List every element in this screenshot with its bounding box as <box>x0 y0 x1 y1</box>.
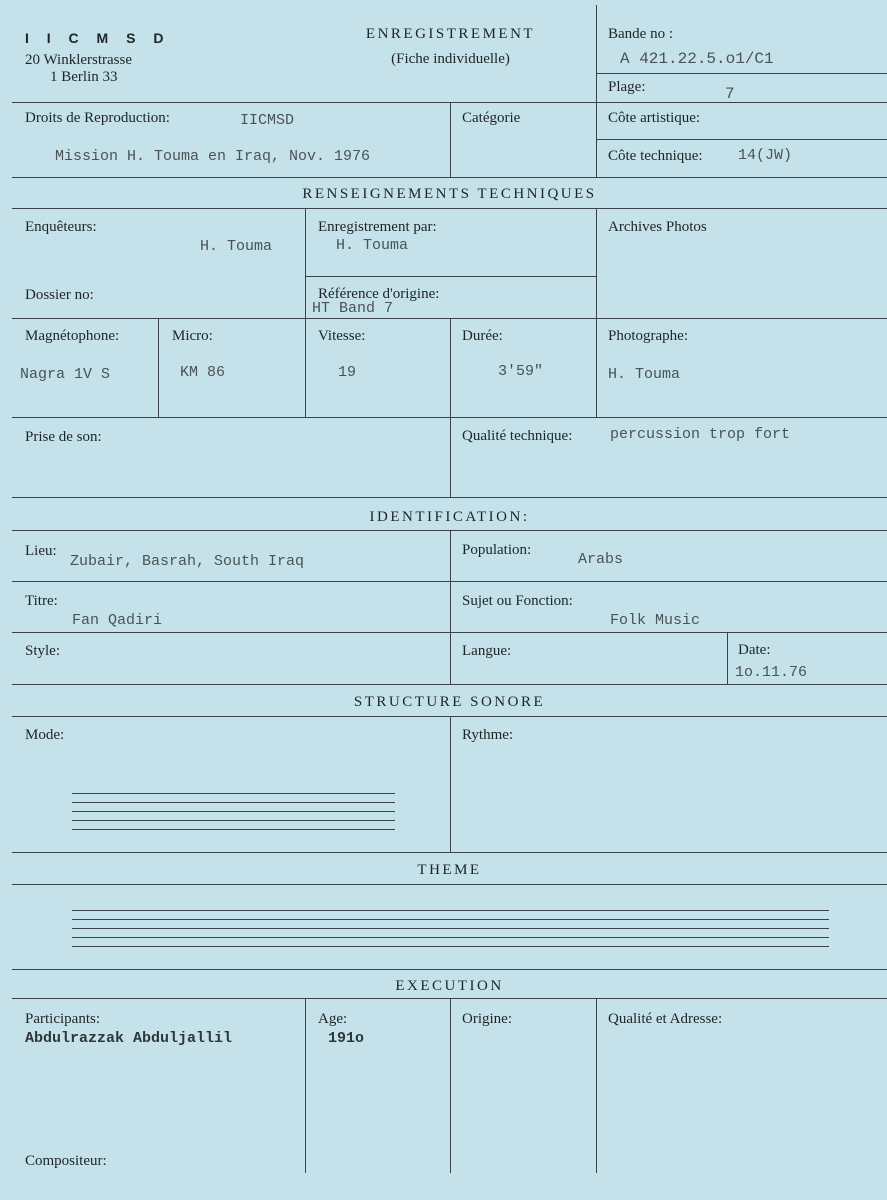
participants-value: Abdulrazzak Abduljallil <box>25 1030 233 1047</box>
langue-label: Langue: <box>462 643 512 659</box>
enqueteurs-value: H. Touma <box>200 238 273 255</box>
qualite-adresse-label: Qualité et Adresse: <box>608 1011 723 1027</box>
staff-line <box>72 811 395 812</box>
rule-v-date <box>727 632 728 684</box>
droits-value: IICMSD <box>240 112 295 129</box>
rule-v-enq <box>305 208 306 417</box>
rule-theme-bottom <box>12 969 887 970</box>
mission-value: Mission H. Touma en Iraq, Nov. 1976 <box>55 148 371 165</box>
section-heading-tech: RENSEIGNEMENTS TECHNIQUES <box>302 186 597 202</box>
staff-line <box>72 928 829 929</box>
date-value: 1o.11.76 <box>735 664 808 681</box>
rule-bande-plage <box>596 73 887 74</box>
staff-line <box>72 829 395 830</box>
form-title: ENREGISTREMENT <box>365 26 536 42</box>
staff-line <box>72 937 829 938</box>
cote-artistique-label: Côte artistique: <box>608 110 701 126</box>
rule-rights-bottom <box>12 177 887 178</box>
address-line-2: 1 Berlin 33 <box>50 69 118 85</box>
staff-line <box>72 946 829 947</box>
plage-label: Plage: <box>608 79 646 95</box>
form-subtitle: (Fiche individuelle) <box>391 51 510 67</box>
rythme-label: Rythme: <box>462 727 514 743</box>
rule-cote <box>596 139 887 140</box>
section-heading-identification: IDENTIFICATION: <box>369 509 530 525</box>
rule-style-bottom <box>12 684 887 685</box>
staff-line <box>72 802 395 803</box>
rule-v-categorie <box>450 102 451 177</box>
rule-v-header <box>596 5 597 177</box>
categorie-label: Catégorie <box>462 110 521 126</box>
staff-line <box>72 910 829 911</box>
rule-v-duree <box>450 318 451 417</box>
compositeur-label: Compositeur: <box>25 1153 107 1169</box>
rule-structure-bottom <box>12 852 887 853</box>
plage-value: 7 <box>725 85 735 103</box>
staff-line <box>72 820 395 821</box>
cote-technique-label: Côte technique: <box>608 148 703 164</box>
rule-enreg-ref <box>305 276 596 277</box>
population-value: Arabs <box>578 551 624 568</box>
rule-v-age <box>305 998 306 1173</box>
rule-v-qualite <box>450 417 451 497</box>
magnetophone-value: Nagra 1V S <box>20 366 111 383</box>
cote-technique-value: 14(JW) <box>738 147 793 164</box>
institute-logo: I I C M S D <box>25 30 171 46</box>
bande-label: Bande no : <box>608 26 673 42</box>
rule-v-micro <box>158 318 159 417</box>
rule-v-origine <box>450 998 451 1173</box>
dossier-label: Dossier no: <box>25 287 94 303</box>
style-label: Style: <box>25 643 61 659</box>
date-label: Date: <box>738 642 771 658</box>
rule-prise-bottom <box>12 497 887 498</box>
duree-value: 3'59" <box>498 363 544 380</box>
rule-v-rythme <box>450 716 451 852</box>
photographe-value: H. Touma <box>608 366 681 383</box>
micro-label: Micro: <box>172 328 213 344</box>
photographe-label: Photographe: <box>608 328 688 344</box>
enqueteurs-label: Enquêteurs: <box>25 219 97 235</box>
lieu-value: Zubair, Basrah, South Iraq <box>70 553 305 570</box>
staff-line <box>72 919 829 920</box>
qualite-technique-label: Qualité technique: <box>462 428 573 444</box>
titre-label: Titre: <box>25 593 58 609</box>
section-heading-theme: THEME <box>417 862 482 878</box>
droits-label: Droits de Reproduction: <box>25 110 170 126</box>
vitesse-value: 19 <box>338 364 357 381</box>
mode-label: Mode: <box>25 727 65 743</box>
address-line-1: 20 Winklerstrasse <box>25 52 133 68</box>
section-heading-structure: STRUCTURE SONORE <box>353 694 546 710</box>
archives-label: Archives Photos <box>608 219 707 235</box>
rule-theme-heading-bottom <box>12 884 887 885</box>
qualite-technique-value: percussion trop fort <box>610 426 791 443</box>
titre-value: Fan Qadiri <box>72 612 163 629</box>
micro-value: KM 86 <box>180 364 226 381</box>
rule-v-archives <box>596 208 597 417</box>
magnetophone-label: Magnétophone: <box>25 328 120 344</box>
duree-label: Durée: <box>462 328 503 344</box>
bande-value: A 421.22.5.o1/C1 <box>620 50 774 68</box>
enregistrement-label: Enregistrement par: <box>318 219 437 235</box>
reference-value: HT Band 7 <box>312 300 394 317</box>
participants-label: Participants: <box>25 1011 100 1027</box>
staff-line <box>72 793 395 794</box>
lieu-label: Lieu: <box>25 543 57 559</box>
age-value: 191o <box>328 1030 365 1047</box>
population-label: Population: <box>462 542 532 558</box>
sujet-label: Sujet ou Fonction: <box>462 593 573 609</box>
enregistrement-value: H. Touma <box>336 237 409 254</box>
section-heading-execution: EXECUTION <box>395 978 504 994</box>
origine-label: Origine: <box>462 1011 512 1027</box>
age-label: Age: <box>318 1011 348 1027</box>
prise-de-son-label: Prise de son: <box>25 429 102 445</box>
sujet-value: Folk Music <box>610 612 701 629</box>
vitesse-label: Vitesse: <box>318 328 366 344</box>
rule-tech-heading-bottom <box>12 208 887 209</box>
rule-v-ident <box>450 530 451 684</box>
rule-v-qualite-adresse <box>596 998 597 1173</box>
reference-label: Référence d'origine: <box>318 286 440 302</box>
